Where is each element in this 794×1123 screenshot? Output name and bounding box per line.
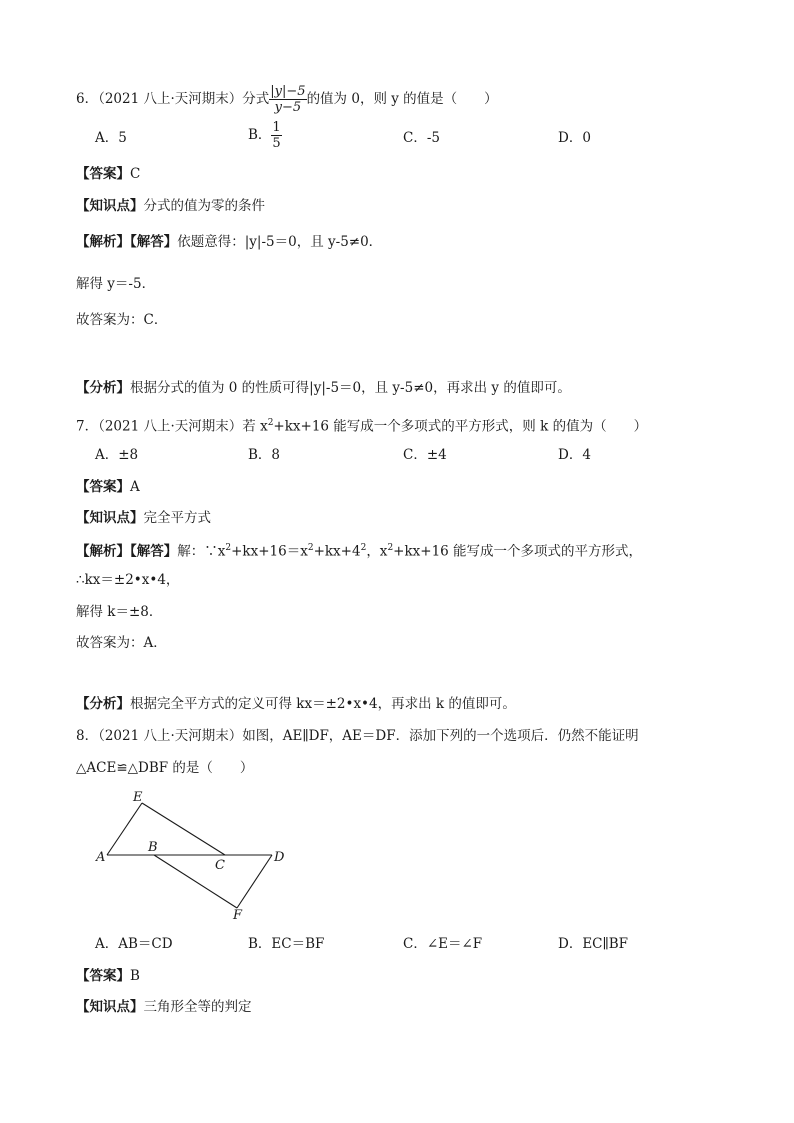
label-a: A [96, 850, 106, 865]
q6-option-d: D．0 [558, 130, 591, 146]
q7-knowledge [76, 508, 211, 528]
q6-suffix: 的值为 0，则 y 的值是（ ） [306, 91, 498, 107]
q7-sol1-a: 解：∵x [177, 543, 226, 560]
q6-option-b-label: B． [248, 127, 272, 143]
q7-an-value: 根据完全平方式的定义可得 kx＝±2•x•4，再求出 k 的值即可。 [130, 696, 516, 712]
q8-option-d: D．EC∥BF [558, 936, 629, 952]
q7-option-c: C．±4 [403, 447, 447, 463]
q7-stem-b: +kx+16 能写成一个多项式的平方形式，则 k 的值为（ ） [273, 418, 648, 435]
q6-option-b [248, 120, 282, 151]
q6-option-b-num: 1 [272, 120, 281, 135]
q6-option-a: A．5 [95, 130, 127, 146]
q6-solution-2: 解得 y＝-5． [76, 276, 156, 292]
q6-solution-3: 故答案为：C． [76, 312, 168, 328]
q8-stem-1: 8．（2021 八上·天河期末）如图，AE∥DF，AE＝DF．添加下列的一个选项后．仍然不能证明 [76, 728, 639, 744]
q6-an-value: 根据分式的值为 0 的性质可得|y|-5＝0，且 y-5≠0，再求出 y 的值即可。 [130, 380, 571, 396]
q6-stem [76, 84, 498, 115]
q7-answer-tag: 【答案】 [76, 479, 130, 495]
q8-answer [76, 966, 140, 986]
q7-answer-value: A [130, 479, 140, 495]
segment-df [237, 855, 272, 908]
q7-option-b: B．8 [248, 447, 281, 463]
q7-kp-tag: 【知识点】 [76, 510, 144, 526]
q6-an-tag: 【分析】 [76, 380, 130, 396]
q6-answer-value: C [130, 166, 141, 182]
q6-prefix: 6．（2021 八上·天河期末）分式 [76, 91, 270, 107]
q6-sol-line1: 依题意得：|y|-5＝0，且 y-5≠0． [177, 234, 383, 250]
q7-analysis [76, 694, 516, 714]
q8-kp-tag: 【知识点】 [76, 999, 144, 1015]
q8-answer-value: B [130, 968, 140, 984]
q7-sol1-e: +kx+16 能写成一个多项式的平方形式， [393, 543, 643, 560]
q6-answer [76, 164, 140, 184]
q8-stem-2: △ACE≌△DBF 的是（ ） [76, 760, 254, 776]
q6-answer-tag: 【答案】 [76, 166, 130, 182]
q8-figure [92, 785, 332, 925]
q7-option-a: A．±8 [95, 447, 139, 463]
label-e: E [133, 790, 143, 805]
q7-solution-4: 故答案为：A． [76, 635, 167, 651]
q7-sol-tag: 【解析】【解答】 [76, 543, 178, 560]
label-c: C [215, 858, 225, 873]
q6-frac-denominator: y−5 [274, 100, 302, 115]
label-d: D [274, 850, 285, 865]
q8-answer-tag: 【答案】 [76, 968, 130, 984]
q6-analysis [76, 378, 571, 398]
q8-option-a: A．AB＝CD [95, 936, 173, 952]
q7-option-d: D．4 [558, 447, 591, 463]
q7-sup: 2 [267, 418, 274, 428]
q7-kp-value: 完全平方式 [143, 510, 211, 526]
q6-knowledge [76, 196, 265, 216]
q8-option-b: B．EC＝BF [248, 936, 325, 952]
q8-knowledge [76, 997, 252, 1017]
q8-option-c: C．∠E＝∠F [403, 936, 483, 952]
q7-solution-2: ∴kx＝±2•x•4， [76, 572, 180, 588]
q6-kp-tag: 【知识点】 [76, 198, 144, 214]
q7-sol1-b: +kx+16＝x [231, 543, 308, 560]
q6-kp-value: 分式的值为零的条件 [143, 198, 265, 214]
q6-solution-1 [76, 232, 382, 252]
segment-ae [107, 803, 142, 855]
label-f: F [233, 908, 243, 923]
q6-sol-tag: 【解析】【解答】 [76, 234, 178, 250]
q6-option-c: C．-5 [403, 130, 440, 146]
q7-sup-3: 2 [360, 543, 367, 553]
q7-stem [76, 413, 647, 437]
q8-kp-value: 三角形全等的判定 [143, 999, 252, 1015]
q7-sup-1: 2 [225, 543, 232, 553]
q7-sol1-d: ，x [366, 543, 388, 560]
q7-stem-a: 7．（2021 八上·天河期末）若 x [76, 418, 268, 435]
q7-sup-2: 2 [307, 543, 314, 553]
q7-sup-4: 2 [387, 543, 394, 553]
q7-an-tag: 【分析】 [76, 696, 130, 712]
q6-option-b-fraction [271, 120, 281, 151]
q7-answer [76, 477, 140, 497]
label-b: B [148, 840, 158, 855]
q6-option-b-den: 5 [272, 136, 281, 151]
q6-fraction [269, 84, 306, 115]
q6-frac-numerator: |y|−5 [270, 84, 306, 99]
q7-solution-3: 解得 k＝±8． [76, 604, 163, 620]
q7-solution-1 [76, 538, 642, 562]
q7-sol1-c: +kx+4 [313, 543, 361, 560]
